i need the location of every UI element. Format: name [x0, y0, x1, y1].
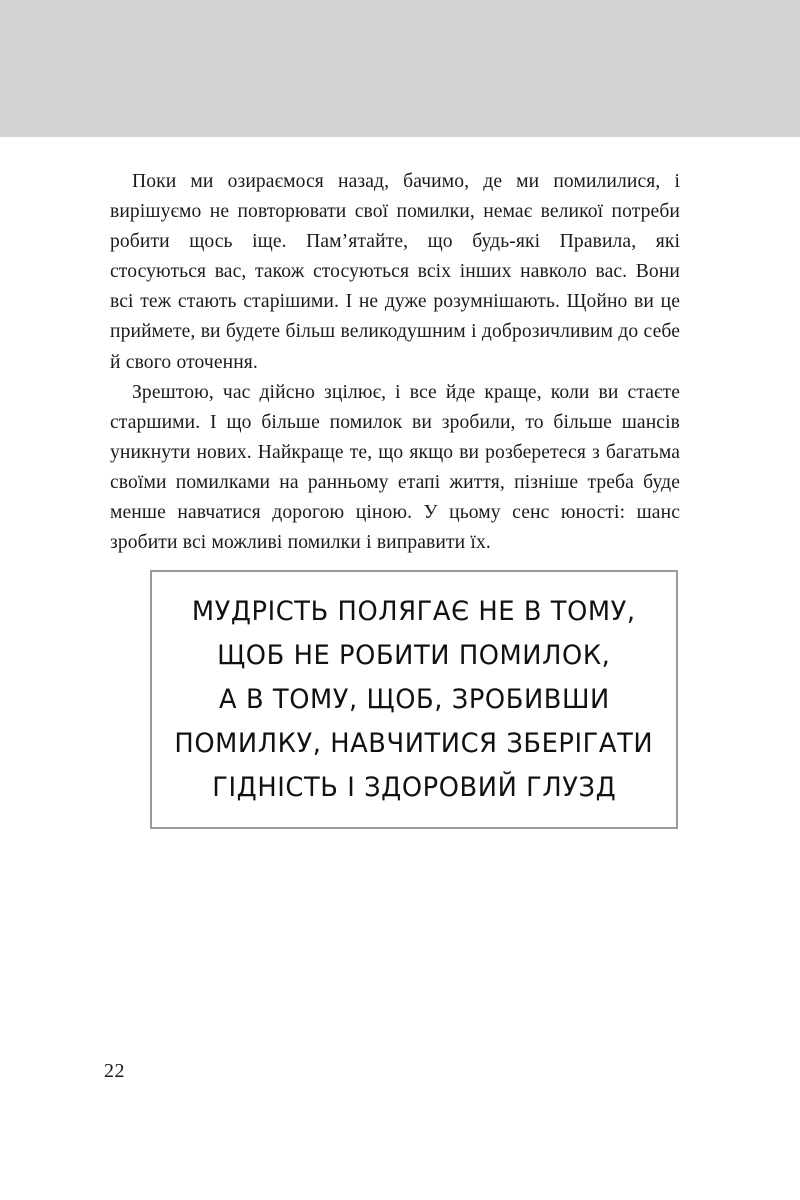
header-gray-band	[0, 0, 800, 137]
body-paragraph-2: Зрештою, час дійсно зцілює, і все йде краще, коли ви стаєте старшими. І що більше помилок ви зробили, то більше шансів уникнути нових. Найкраще те, що якщо ви розберетеся з багатьма своїми помилками на ранньому етапі життя, пізніше треба буде менше навчатися дорогою ціною. У цьому сенс юності: шанс зробити всі можливі помилки і виправити їх.	[110, 381, 680, 554]
quote-line-3: А В ТОМУ, ЩОБ, ЗРОБИВШИ	[218, 683, 610, 715]
body-text-column	[110, 167, 680, 558]
quote-line-4: ПОМИЛКУ, НАВЧИТИСЯ ЗБЕРІГАТИ	[174, 727, 654, 759]
body-paragraph-1: Поки ми озираємося назад, бачимо, де ми помилилися, і вирішуємо не повторювати свої помилки, немає великої потреби робити щось іще. Пам’ятайте, що будь-які Правила, які стосуються вас, також стосуються всіх інших навколо вас. Вони всі теж стають старішими. І не дуже розумнішають. Щойно ви це приймете, ви будете більш великодушним і доброзичливим до себе й свого оточення.	[110, 171, 680, 373]
quote-line-2: ЩОБ НЕ РОБИТИ ПОМИЛОК,	[217, 639, 611, 671]
quote-line-1: МУДРІСТЬ ПОЛЯГАЄ НЕ В ТОМУ,	[192, 595, 636, 627]
quote-line-5: ГІДНІСТЬ І ЗДОРОВИЙ ГЛУЗД	[211, 771, 617, 803]
pull-quote-box	[150, 570, 678, 829]
page-number: 22	[104, 1060, 125, 1082]
